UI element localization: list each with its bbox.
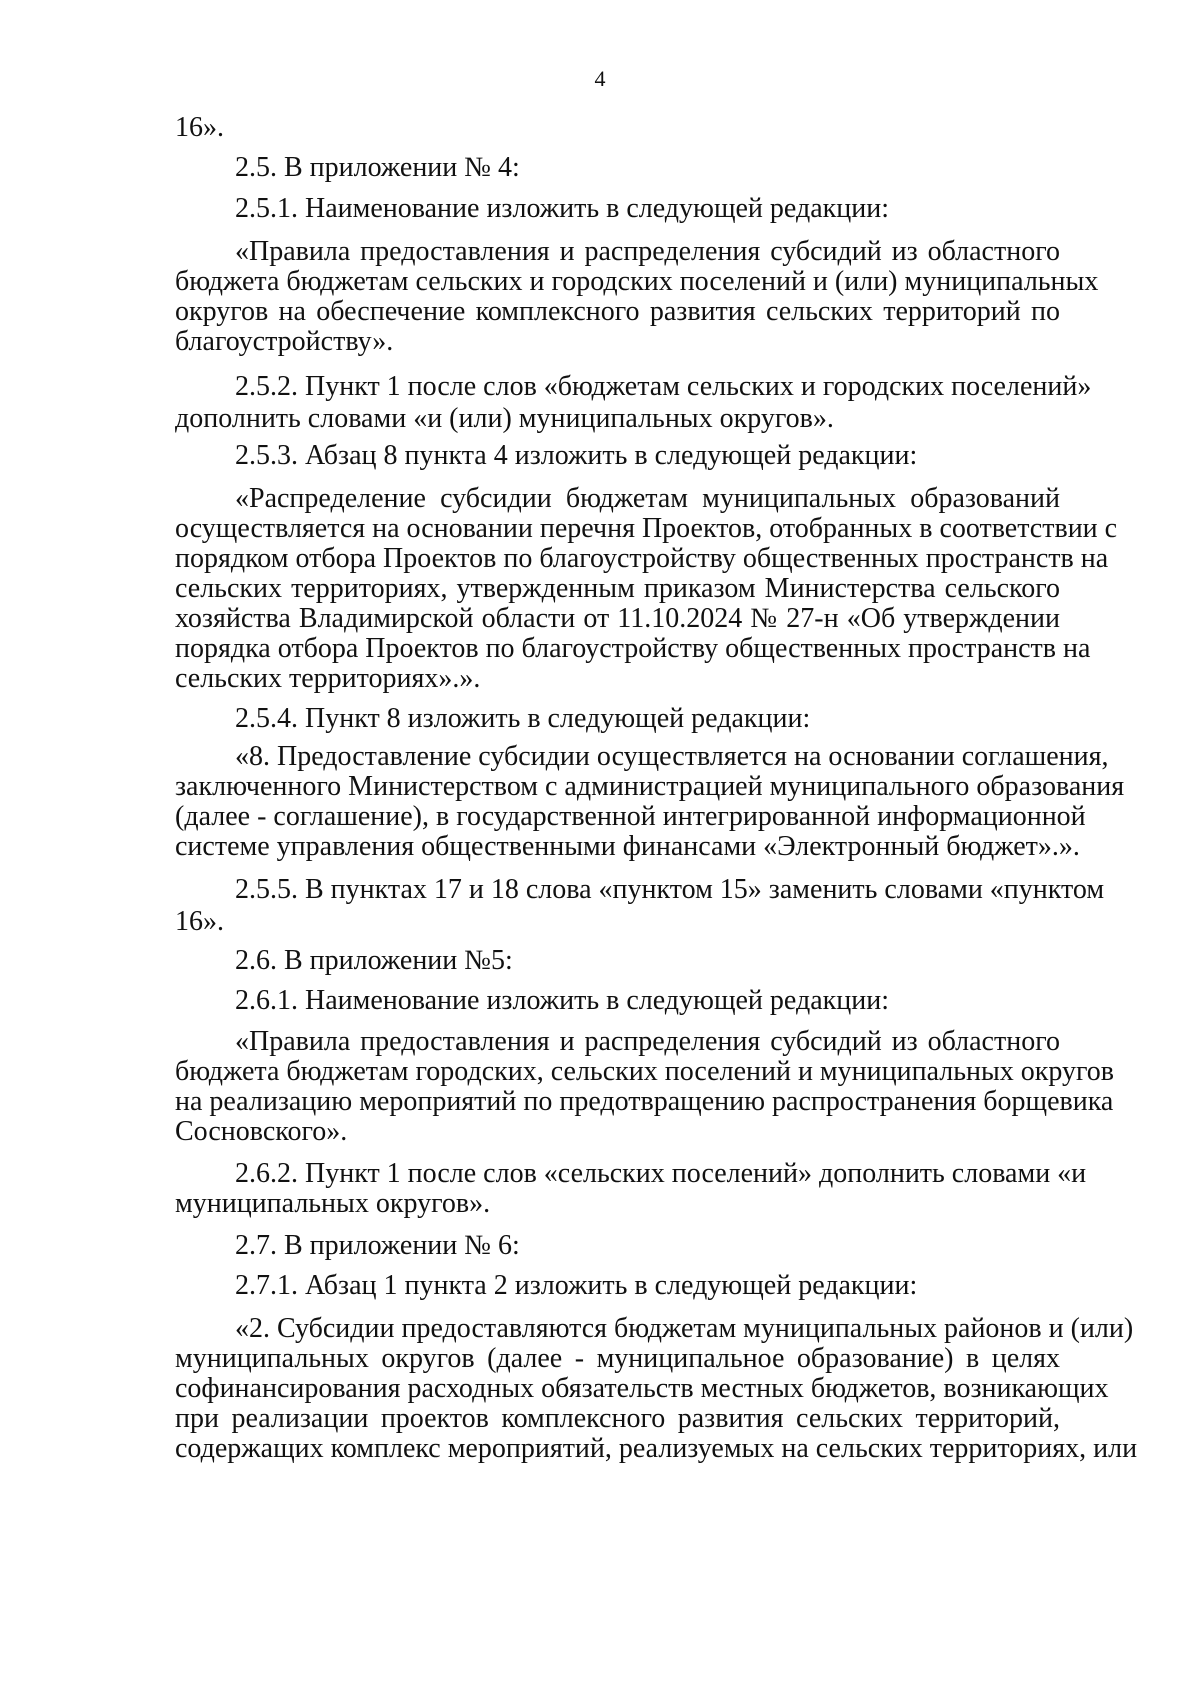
text-line: содержащих комплекс мероприятий, реализуемых на сельских территориях, или	[175, 1433, 1138, 1464]
text-line: 16».	[175, 112, 224, 143]
text-line: благоустройству».	[175, 326, 394, 357]
text-line: бюджета бюджетам городских, сельских поселений и муниципальных округов	[175, 1056, 1115, 1087]
text-line: (далее - соглашение), в государственной интегрированной информационной	[175, 801, 1086, 832]
text-line: муниципальных округов».	[175, 1188, 491, 1219]
text-line: хозяйства Владимирской области от 11.10.2024 № 27-н «Об утверждении	[175, 603, 1060, 634]
text-line: «2. Субсидии предоставляются бюджетам муниципальных районов и (или)	[235, 1313, 1134, 1344]
text-line: 2.6.2. Пункт 1 после слов «сельских поселений» дополнить словами «и	[235, 1158, 1087, 1189]
text-line: 16».	[175, 906, 224, 937]
text-line: 2.5.1. Наименование изложить в следующей редакции:	[235, 193, 889, 224]
text-line: «Правила предоставления и распределения субсидий из областного	[235, 1026, 1060, 1057]
text-line: муниципальных округов (далее - муниципальное образование) в целях	[175, 1343, 1060, 1374]
text-line: 2.5.5. В пунктах 17 и 18 слова «пунктом 15» заменить словами «пунктом	[235, 874, 1105, 905]
text-line: 2.6. В приложении №5:	[235, 945, 513, 976]
text-line: софинансирования расходных обязательств местных бюджетов, возникающих	[175, 1373, 1109, 1404]
text-line: 2.7. В приложении № 6:	[235, 1230, 520, 1261]
text-line: системе управления общественными финансами «Электронный бюджет».».	[175, 831, 1080, 862]
text-line: порядка отбора Проектов по благоустройству общественных пространств на	[175, 633, 1091, 664]
text-line: дополнить словами «и (или) муниципальных округов».	[175, 403, 834, 434]
page-number: 4	[594, 66, 606, 91]
text-line: 2.5.2. Пункт 1 после слов «бюджетам сельских и городских поселений»	[235, 371, 1092, 402]
text-line: 2.5.4. Пункт 8 изложить в следующей редакции:	[235, 703, 811, 734]
text-line: сельских территориях, утвержденным приказом Министерства сельского	[175, 573, 1060, 604]
text-line: сельских территориях».».	[175, 663, 481, 694]
text-line: округов на обеспечение комплексного развития сельских территорий по	[175, 296, 1060, 327]
text-line: 2.5.3. Абзац 8 пункта 4 изложить в следующей редакции:	[235, 440, 918, 471]
text-line: бюджета бюджетам сельских и городских поселений и (или) муниципальных	[175, 266, 1099, 297]
text-line: 2.6.1. Наименование изложить в следующей редакции:	[235, 985, 889, 1016]
text-line: на реализацию мероприятий по предотвращению распространения борщевика	[175, 1086, 1114, 1117]
text-line: 2.7.1. Абзац 1 пункта 2 изложить в следующей редакции:	[235, 1270, 918, 1301]
text-line: Сосновского».	[175, 1116, 348, 1147]
text-line: при реализации проектов комплексного развития сельских территорий,	[175, 1403, 1060, 1434]
text-line: заключенного Министерством с администрацией муниципального образования	[175, 771, 1125, 802]
text-line: «Правила предоставления и распределения субсидий из областного	[235, 236, 1060, 267]
text-line: 2.5. В приложении № 4:	[235, 152, 520, 183]
text-line: «Распределение субсидии бюджетам муниципальных образований	[235, 483, 1060, 514]
text-line: «8. Предоставление субсидии осуществляется на основании соглашения,	[235, 741, 1109, 772]
text-line: порядком отбора Проектов по благоустройству общественных пространств на	[175, 543, 1109, 574]
text-line: осуществляется на основании перечня Проектов, отобранных в соответствии с	[175, 513, 1118, 544]
